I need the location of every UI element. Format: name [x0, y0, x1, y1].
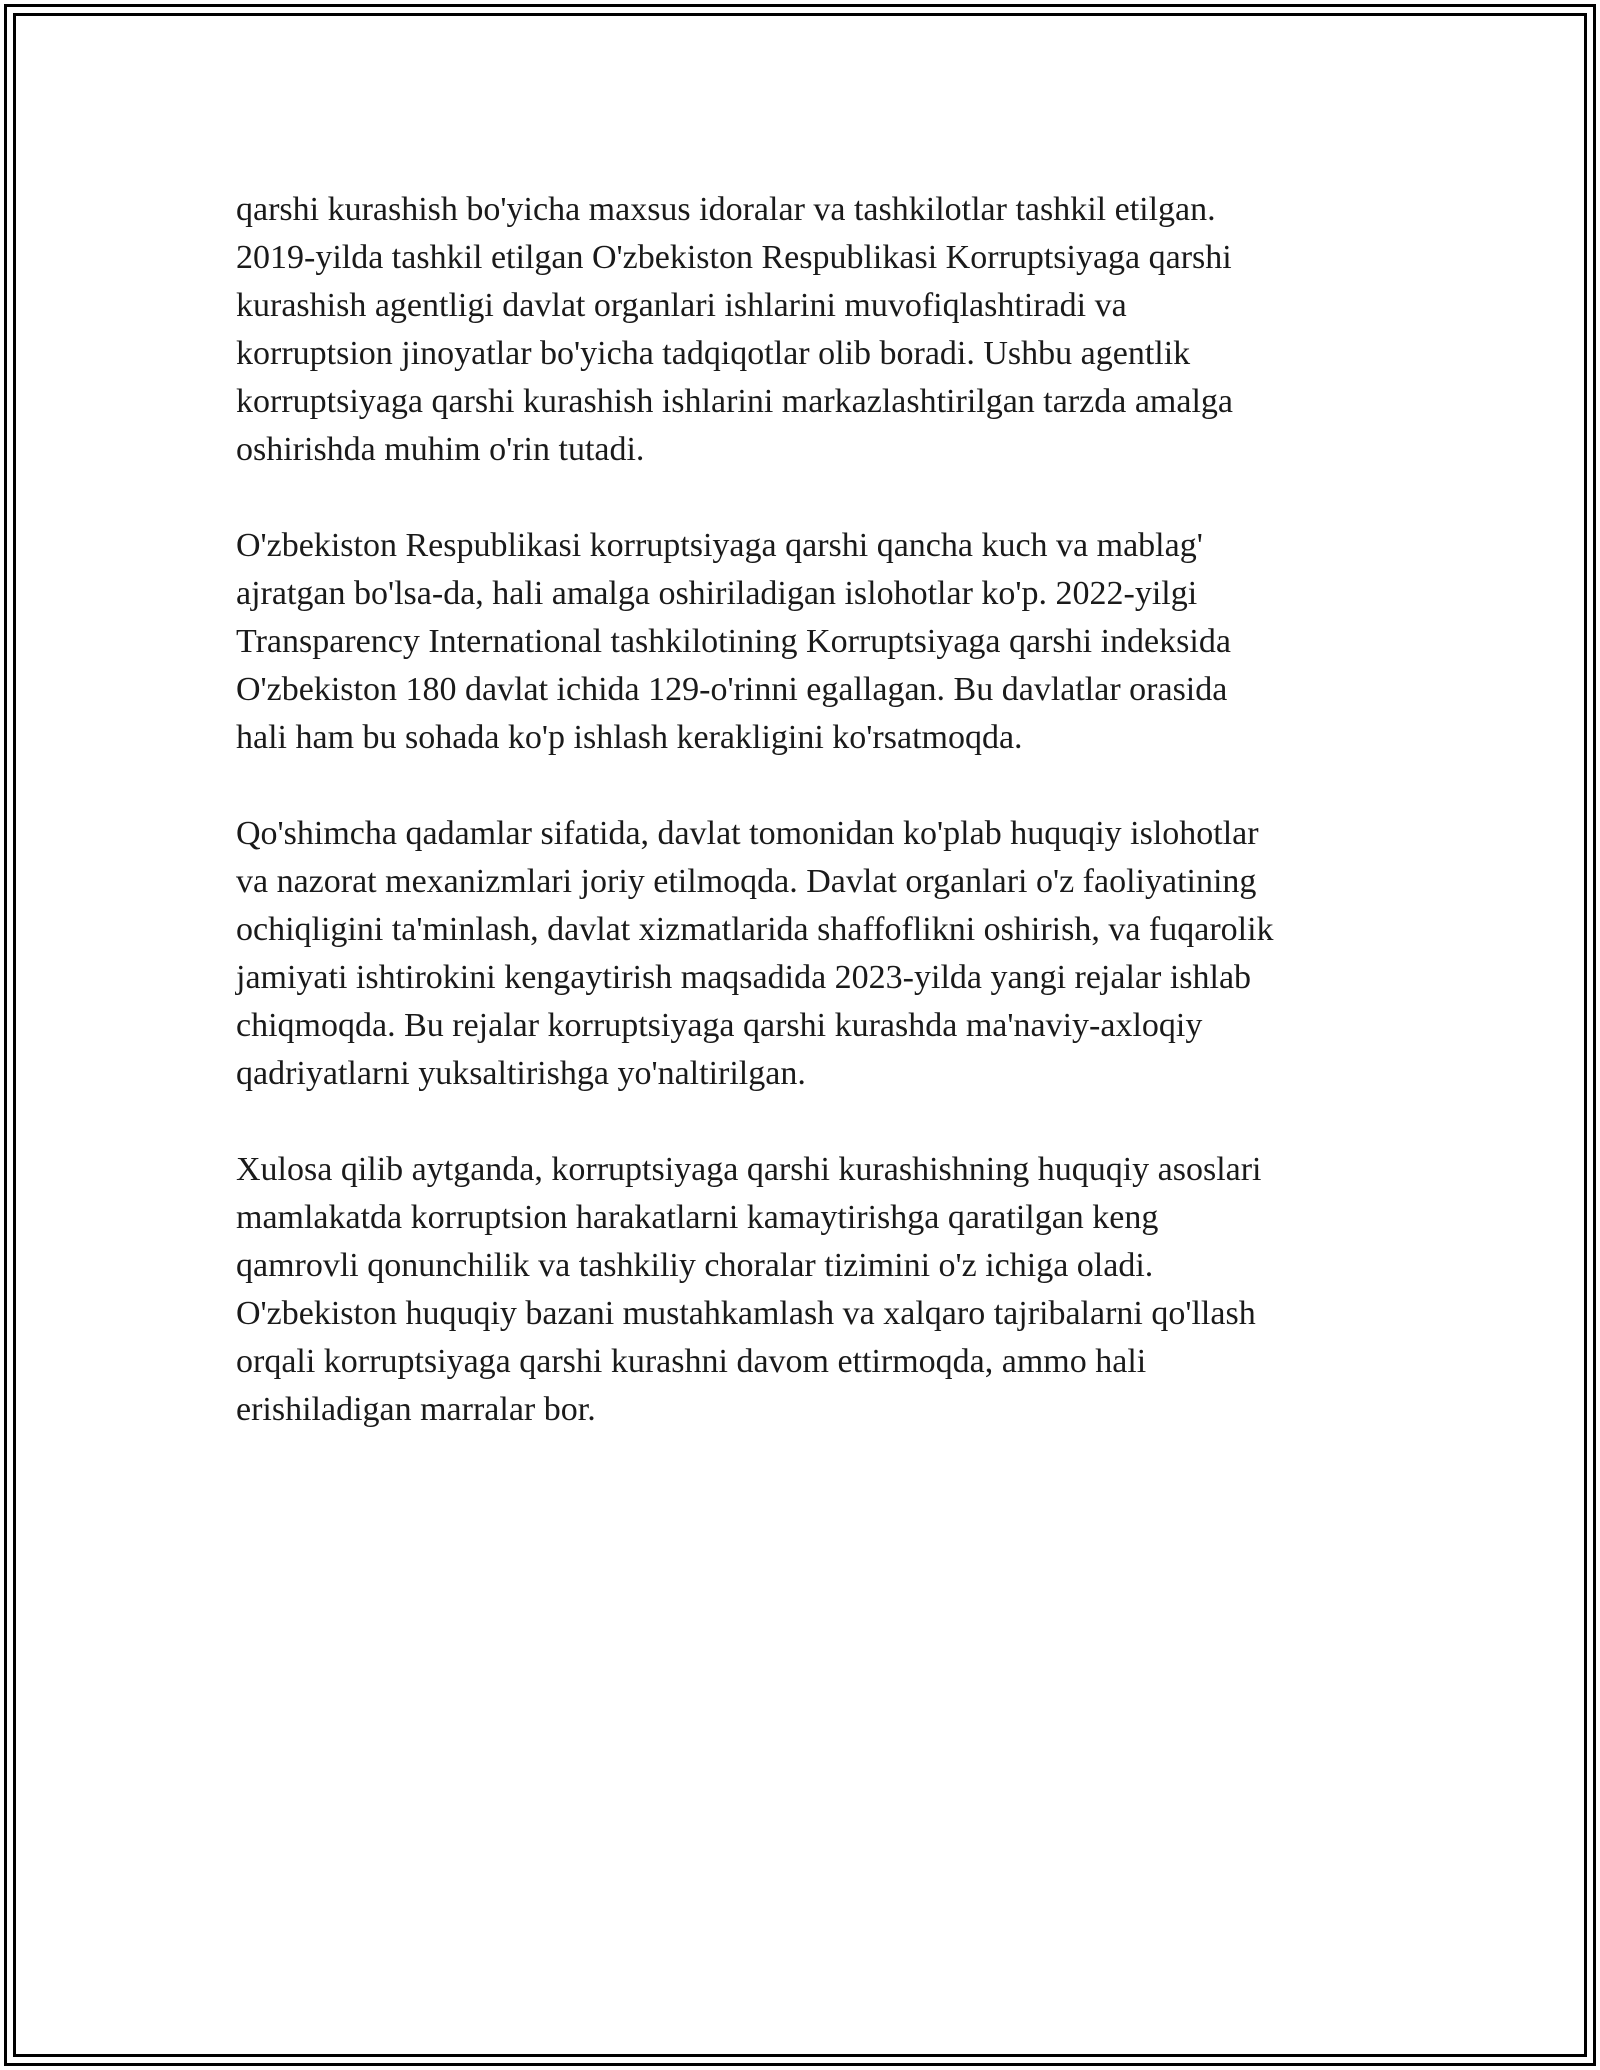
text-line: qamrovli qonunchilik va tashkiliy choralar tizimini o'z ichiga oladi. — [236, 1247, 1154, 1284]
document-body — [236, 186, 1376, 1482]
paragraph-1 — [236, 186, 1376, 474]
text-line: ajratgan bo'lsa-da, hali amalga oshiriladigan islohotlar ko'p. 2022-yilgi — [236, 575, 1198, 612]
text-line: Transparency International tashkilotining Korruptsiyaga qarshi indeksida — [236, 623, 1231, 660]
text-line: 2019-yilda tashkil etilgan O'zbekiston Respublikasi Korruptsiyaga qarshi — [236, 239, 1232, 276]
text-line: qadriyatlarni yuksaltirishga yo'naltirilgan. — [236, 1055, 806, 1092]
text-line: hali ham bu sohada ko'p ishlash kerakligini ko'rsatmoqda. — [236, 719, 1023, 756]
text-line: jamiyati ishtirokini kengaytirish maqsadida 2023-yilda yangi rejalar ishlab — [236, 959, 1252, 996]
text-line: Xulosa qilib aytganda, korruptsiyaga qarshi kurashishning huquqiy asoslari — [236, 1151, 1262, 1188]
text-line: oshirishda muhim o'rin tutadi. — [236, 431, 645, 468]
text-line: O'zbekiston 180 davlat ichida 129-o'rinni egallagan. Bu davlatlar orasida — [236, 671, 1228, 708]
text-line: mamlakatda korruptsion harakatlarni kamaytirishga qaratilgan keng — [236, 1199, 1159, 1236]
paragraph-2 — [236, 522, 1376, 762]
text-line: ochiqligini ta'minlash, davlat xizmatlarida shaffoflikni oshirish, va fuqarolik — [236, 911, 1274, 948]
text-line: Qo'shimcha qadamlar sifatida, davlat tomonidan ko'plab huquqiy islohotlar — [236, 815, 1259, 852]
text-line: kurashish agentligi davlat organlari ishlarini muvofiqlashtiradi va — [236, 287, 1127, 324]
paragraph-3 — [236, 810, 1376, 1098]
text-line: O'zbekiston Respublikasi korruptsiyaga qarshi qancha kuch va mablag' — [236, 527, 1203, 564]
text-line: qarshi kurashish bo'yicha maxsus idoralar va tashkilotlar tashkil etilgan. — [236, 191, 1216, 228]
text-line: orqali korruptsiyaga qarshi kurashni davom ettirmoqda, ammo hali — [236, 1343, 1147, 1380]
text-line: va nazorat mexanizmlari joriy etilmoqda. Davlat organlari o'z faoliyatining — [236, 863, 1257, 900]
text-line: korruptsiyaga qarshi kurashish ishlarini markazlashtirilgan tarzda amalga — [236, 383, 1234, 420]
text-line: chiqmoqda. Bu rejalar korruptsiyaga qarshi kurashda ma'naviy-axloqiy — [236, 1007, 1203, 1044]
text-line: erishiladigan marralar bor. — [236, 1391, 596, 1428]
paragraph-4 — [236, 1146, 1376, 1434]
text-line: O'zbekiston huquqiy bazani mustahkamlash va xalqaro tajribalarni qo'llash — [236, 1295, 1256, 1332]
text-line: korruptsion jinoyatlar bo'yicha tadqiqotlar olib boradi. Ushbu agentlik — [236, 335, 1191, 372]
